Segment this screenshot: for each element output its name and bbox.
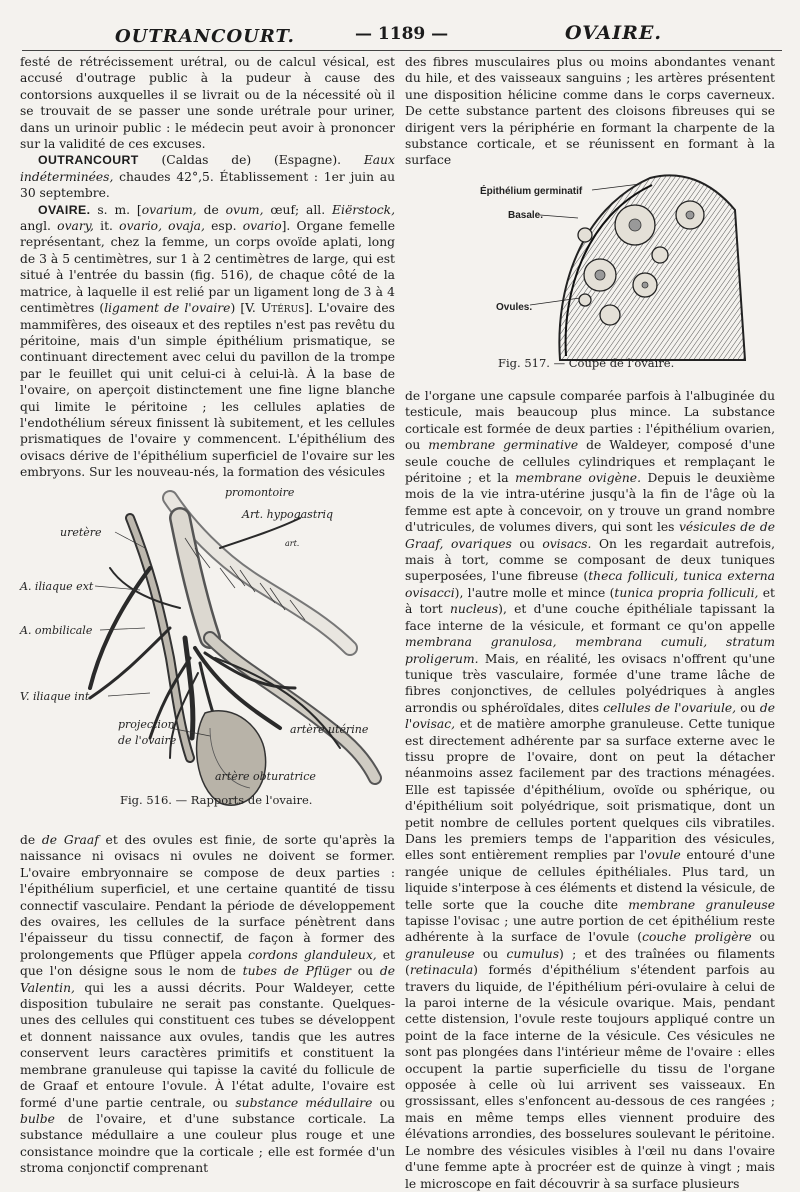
label-de-ovaire: de l'ovaire	[118, 734, 177, 747]
t: membrane granuleuse	[628, 897, 775, 912]
t: cellules de l'ovariule,	[603, 700, 737, 715]
figure-517-illustration	[460, 170, 750, 375]
t: tapisse l'ovisac ; une autre portion de cet épithélium reste adhérente à la surface de l'ovule (	[405, 914, 775, 945]
entry-head-outrancourt: OUTRANCOURT	[38, 153, 139, 168]
t: granuleuse	[405, 946, 475, 961]
t: On les regardait autrefois, mais à tort, comme se composant de deux tuniques superposées, l'une fibreuse (	[405, 536, 775, 584]
label-art: art.	[285, 539, 300, 548]
t: theca folliculi, tunica externa ovisacci	[405, 569, 775, 600]
t: ovarium,	[141, 202, 197, 217]
t: ), l'autre molle et mince (	[454, 585, 615, 600]
label-promontoire: promontoire	[225, 486, 295, 499]
t: et des ovules est finie, de sorte qu'après la naissance ni ovisacs ni ovules ne doivent se former. L'ovaire embryonnaire se compose de deux parties : l'épithélium superficiel, et une certaine quantité de tissu connectif vasculaire. Pendant la période de développement des ovaires, les cellules de la surface pénètrent dans l'épaisseur du tissu connectif, de façon à former des prolongements que Pflüger appela	[20, 833, 395, 962]
figure-516-caption: Fig. 516. — Rapports de l'ovaire.	[120, 793, 313, 807]
t: it.	[93, 219, 120, 234]
entry-italic: Eaux indéterminées,	[20, 153, 395, 184]
t: angl.	[20, 219, 58, 234]
label-iliaque-ext: A. iliaque ext	[20, 580, 94, 593]
t: cordons glanduleux,	[248, 947, 377, 962]
t: ou	[736, 700, 760, 715]
left-column-top	[20, 54, 395, 481]
t: et que l'on désigne sous le nom de	[20, 947, 395, 979]
label-uretere: uretère	[60, 526, 102, 539]
t: vésicules de de Graaf, ovariques	[405, 520, 775, 551]
figure-517-caption: Fig. 517. — Coupe de l'ovaire.	[498, 356, 675, 370]
paragraph-corticale	[405, 388, 775, 1192]
t: de Graaf	[41, 833, 99, 847]
t: Depuis le deuxième mois de la vie intra-utérine jusqu'à la fin de l'âge où la femme est apte à concevoir, on y trouve un grand nombre d'utricules, de volumes divers, qui sont les	[405, 471, 776, 535]
page-number: — 1189 —	[355, 24, 449, 44]
entry-ovaire	[20, 202, 395, 481]
t: ) [V.	[230, 301, 261, 316]
t: ]. Organe femelle représentant, chez la femme, un corps ovoïde aplati, long de 3 à 5 centimètres, sur 1 à 2 centimètres de large, qui est situé à l'entrée du bassin (fig. 516), de chaque côté de la matrice, à laquelle il est relié par un ligament long de 3 à 4 centimètres (	[20, 219, 395, 316]
t: ou	[351, 964, 380, 979]
t: de	[196, 202, 226, 217]
t: couche proligère	[642, 930, 752, 945]
t: ]. L'ovaire des mammifères, des oiseaux et des reptiles n'est pas revêtu du péritoine, mais d'un simple épithélium prismatique, se continuant directement avec celui du pavillon de la trompe par le feuillet qui unit celui-ci à celui-là. À la base de l'ovaire, on aperçoit distinctement une fine ligne blanche qui limite le péritoine ; les cellules aplaties de l'endothélium séreux finissent là subitement, et les cellules prismatiques de l'ovaire y commencent. L'épithélium des ovisacs dérive de l'épithélium superficiel de l'ovaire sur les embryons. Sur les nouveau-nés, la formation des vésicules	[20, 301, 395, 480]
t: ligament de l'ovaire	[104, 301, 231, 316]
t: et à tort	[405, 585, 775, 617]
t: Eiërstock,	[332, 202, 395, 217]
t: nucleus	[449, 602, 499, 617]
label-artere-uterine: artère utérine	[290, 723, 369, 736]
header-rule	[22, 50, 782, 51]
t: de Valentin,	[20, 964, 395, 995]
label-ovules: Ovules.	[496, 302, 533, 313]
t: de l'organe une capsule comparée parfois à l'albuginée du testicule, mais beaucoup plus mince. La substance corticale est formée de deux parties : l'épithélium ovarien, ou	[405, 389, 775, 453]
t: et de matière amorphe granuleuse. Cette tunique est directement adhérente par sa surface externe avec le tissu propre de l'ovaire, dont on peut la détacher néanmoins assez facilement par des tractions ménagées. Elle est tapissée d'épithélium, ovoïde ou sphérique, ou d'épithélium soit polyédrique, soit prismatique, dont un petit nombre de cellules portent quelques cils vibratiles. Dans les premiers temps de l'apparition des vésicules, elles sont entièrement remplies par l'	[405, 717, 775, 863]
t: ovule	[647, 848, 681, 863]
right-column-bottom	[405, 388, 775, 1192]
label-epithelium-germinatif: Épithélium germinatif	[480, 186, 583, 197]
t: tubes de Pflüger	[242, 964, 352, 979]
running-header	[0, 14, 800, 54]
paragraph-medullaire: des fibres musculaires plus ou moins abondantes venant du hile, et des vaisseaux sanguins ; les artères présentent une disposition hélicine comme dans le corps caverneux. De cette substance partent des cloisons fibreuses qui se dirigent vers la périphérie en formant la charpente de la substance corticale, et se réunissent en formant à la surface	[405, 55, 775, 168]
t: ovario, ovaja,	[119, 219, 205, 234]
header-left-word: OUTRANCOURT.	[115, 26, 295, 47]
t: ovary,	[57, 219, 94, 234]
left-column-bottom	[20, 832, 395, 1177]
t: bulbe	[20, 1111, 55, 1126]
t: ou	[751, 930, 776, 945]
t: substance médullaire	[235, 1095, 373, 1110]
t: de Waldeyer, composé d'une seule couche de cellules cylindriques et remplaçant le péritoine ; et la	[405, 438, 775, 486]
t: ) formés d'épithélium s'étendent parfois au travers du liquide, de l'épithélium péri-ovulaire à celui de la paroi interne de la vésicule ovarique. Mais, pendant cette distension, l'ovule reste toujours appliqué contre un point de la face interne de la vésicule. Ces vésicules ne sont pas plongées dans l'intérieur même de l'ovaire : elles occupent la partie superficielle du tissu de l'organe opposée à celle où lui arrivent ses vaisseaux. En grossissant, elles s'enfoncent au-dessous de ces rangées ; mais en même temps elles viennent produire des élévations arrondies, des bosselures soulevant le péritoine. Le nombre des vésicules visibles à l'œil nu dans l'ovaire d'une femme apte à procréer est de quinze à vingt ; mais le microscope en fait découvrir à sa surface plusieurs	[405, 963, 775, 1191]
t: membrane ovigène.	[515, 471, 641, 486]
t: de	[20, 833, 42, 847]
t: ovum,	[225, 202, 264, 217]
paragraph-excuses: festé de rétrécissement urétral, ou de calcul vésical, est accusé d'outrage public à la pudeur à cause des contorsions auxquelles il se livrait ou de la nécessité où il se trouvait de se passer une sonde urétrale pour uriner, dans un urinoir public : le médecin peut avoir à prononcer sur la validité de ces excuses.	[20, 55, 395, 152]
t: tunica propria folliculi,	[614, 585, 759, 600]
paragraph-development	[20, 832, 395, 1177]
t: ) ; et des traînées ou filaments (	[405, 946, 775, 978]
t: s. m. [	[90, 202, 142, 217]
t: ou	[372, 1095, 395, 1110]
t: membrane germinative	[428, 438, 579, 453]
label-projection: projection	[118, 718, 175, 731]
t: de l'ovaire, et d'une substance corticale. La substance médullaire a une couleur plus rouge et une consistance moindre que la corticale ; elle est formée d'un stroma conjonctif comprenant	[20, 1111, 395, 1176]
label-ombilicale: A. ombilicale	[20, 624, 93, 637]
t: cumulus	[506, 946, 560, 961]
t: retinacula	[409, 963, 474, 978]
t: entouré d'une rangée unique de cellules épithéliales. Plus tard, un liquide s'interpose à ces éléments et distend la vésicule, de telle sorte que la couche dite	[405, 848, 775, 912]
t: ou	[511, 536, 543, 551]
t: esp.	[204, 219, 243, 234]
label-basale: Basale.	[508, 210, 544, 221]
t: Mais, en réalité, les ovisacs n'offrent qu'une tunique très vasculaire, formée d'une trame lâche de fibres conjonctives, de cellules polyédriques à angles arrondis ou sphéroïdales, dites	[405, 651, 775, 715]
t: ), et d'une couche épithéliale tapissant la face interne de la vésicule, et formant ce qu'on appelle	[405, 602, 775, 633]
right-column-top	[405, 54, 775, 169]
label-art-hypogastrique: Art. hypogastriq	[242, 508, 334, 521]
t: de l'ovisac,	[405, 700, 775, 732]
t: ovario	[242, 219, 282, 234]
t: qui les a aussi décrits. Pour Waldeyer, cette disposition tubulaire ne serait pas constante. Quelques-unes des cellules qui constituent ces tubes se développent et donnent naissance aux ovules, tandis que les autres conservent leurs caractères primitifs et constituent la membrane granuleuse qui tapisse la cavité du follicule de de Graaf et entoure l'ovule. À l'état adulte, l'ovaire est formé d'une partie centrale, ou	[20, 980, 395, 1110]
entry-head-ovaire: OVAIRE.	[38, 202, 91, 217]
entry-text: (Caldas de) (Espagne).	[138, 153, 364, 168]
t: membrana granulosa, membrana cumuli, stratum proligerum.	[405, 635, 775, 666]
t: œuf; all.	[263, 202, 333, 217]
entry-text: chaudes 42°,5. Établissement : 1er juin au 30 septembre.	[20, 169, 395, 201]
t: Utérus	[260, 301, 305, 316]
t: ovisacs.	[542, 536, 592, 551]
entry-outrancourt	[20, 152, 395, 201]
label-iliaque-int: V. iliaque int	[20, 690, 90, 703]
header-right-word: OVAIRE.	[565, 22, 662, 44]
t: ou	[474, 946, 507, 961]
label-artere-obturatrice: artère obturatrice	[215, 770, 316, 783]
figure-516-illustration	[20, 488, 395, 820]
